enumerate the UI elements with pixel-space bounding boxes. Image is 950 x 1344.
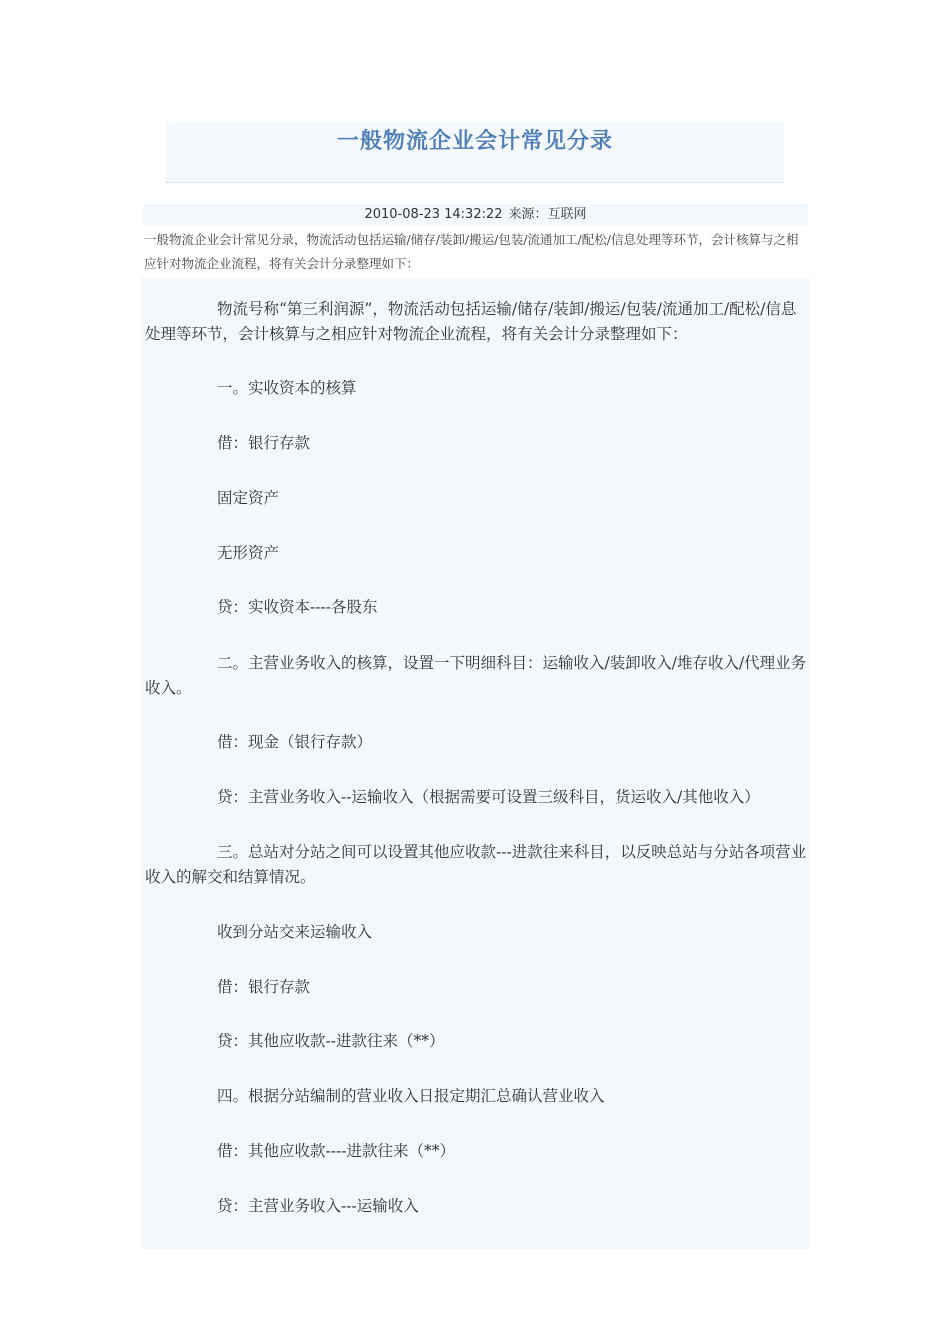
paragraph-intro: 物流号称“第三利润源”，物流活动包括运输/储存/装卸/搬运/包装/流通加工/配松/信息处理等环节，会计核算与之相应针对物流企业流程，将有关会计分录整理如下： <box>145 300 797 343</box>
paragraph-section-4: 四。根据分站编制的营业收入日报定期汇总确认营业收入 <box>217 1087 605 1105</box>
paragraph-section-1: 一。实收资本的核算 <box>217 379 357 397</box>
paragraph-entry: 贷：其他应收款--进款往来（**） <box>217 1032 445 1050</box>
paragraph-entry: 借：其他应收款----进款往来（**） <box>217 1142 455 1160</box>
paragraph-entry: 贷：主营业务收入--运输收入（根据需要可设置三级科目，货运收入/其他收入） <box>217 788 760 806</box>
paragraph-entry: 贷：主营业务收入---运输收入 <box>217 1197 419 1215</box>
article-date: 2010-08-23 14:32:22 <box>364 207 503 222</box>
paragraph-entry: 借：银行存款 <box>217 978 311 996</box>
paragraph-section-2: 二。主营业务收入的核算，设置一下明细科目：运输收入/装卸收入/堆存收入/代理业务收入。 <box>145 654 807 697</box>
article-title: 一般物流企业会计常见分录 <box>336 129 613 154</box>
source-label: 来源： <box>508 207 548 222</box>
article-summary: 一般物流企业会计常见分录，物流活动包括运输/储存/装卸/搬运/包装/流通加工/配松/信息处理等环节，会计核算与之相应针对物流企业流程，将有关会计分录整理如下： <box>144 232 799 271</box>
article-source: 互联网 <box>547 207 587 222</box>
paragraph-entry: 收到分站交来运输收入 <box>217 923 373 941</box>
paragraph-entry: 固定资产 <box>217 489 280 507</box>
paragraph-entry: 贷：实收资本----各股东 <box>217 598 378 616</box>
paragraph-entry: 无形资产 <box>217 544 280 562</box>
paragraph-entry: 借：现金（银行存款） <box>217 733 373 751</box>
article-meta <box>143 204 808 226</box>
article-body <box>142 277 809 1249</box>
paragraph-section-3: 三。总站对分站之间可以设置其他应收款---进款往来科目，以反映总站与分站各项营业收入的解交和结算情况。 <box>145 843 807 886</box>
paragraph-entry: 借：银行存款 <box>217 434 311 452</box>
